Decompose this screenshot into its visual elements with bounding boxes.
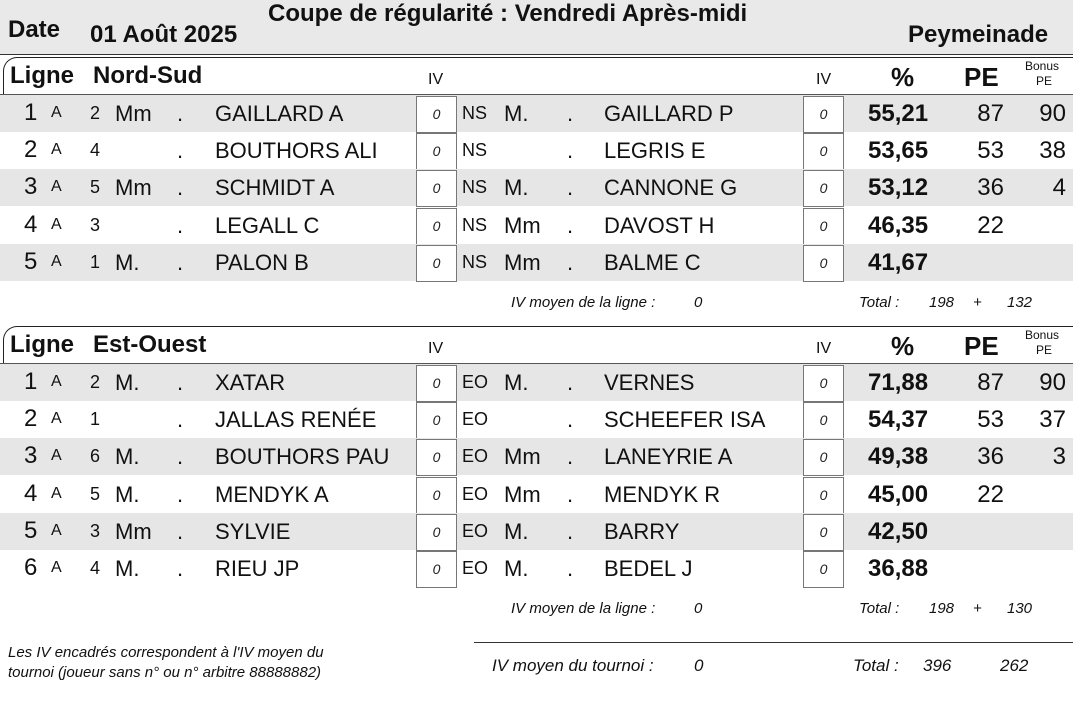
percentage: 55,21 <box>868 100 929 127</box>
date-label: Date <box>8 16 61 43</box>
rank: 1 <box>24 99 38 126</box>
rank: 3 <box>24 173 38 201</box>
percentage: 46,35 <box>868 211 929 239</box>
player1-iv-box: 0 <box>416 245 457 282</box>
iv-moyen-ligne-value: 0 <box>694 600 703 618</box>
bonus-pe: 3 <box>1052 443 1066 471</box>
player1-dot: . <box>177 138 184 164</box>
player2-dot: . <box>567 370 574 395</box>
rank: 5 <box>24 516 38 544</box>
player1-name: RIEU JP <box>215 556 300 581</box>
player1-dot: . <box>177 407 184 433</box>
direction-code: EO <box>462 558 489 578</box>
pe-column-header: PE <box>964 331 999 361</box>
direction-code: EO <box>462 483 489 504</box>
percentage: 36,88 <box>868 555 929 582</box>
pair-number: 3 <box>90 520 101 541</box>
player2-name: DAVOST H <box>604 212 715 238</box>
percentage: 42,50 <box>868 517 929 545</box>
bonus-column-header: Bonus <box>1025 328 1060 342</box>
iv-column-header: IV <box>428 71 444 88</box>
section-name: Est-Ouest <box>93 331 207 358</box>
player1-civility: M. <box>115 481 140 507</box>
line-total-label: Total : <box>859 600 900 618</box>
player2-iv-box: 0 <box>803 96 844 133</box>
bonus-pe: 37 <box>1039 406 1066 434</box>
footer-total-bonus: 262 <box>1000 656 1029 675</box>
player1-iv-box: 0 <box>416 96 457 133</box>
player2-dot: . <box>567 212 574 238</box>
player1-dot: . <box>177 370 184 395</box>
player1-name: PALON B <box>215 249 309 275</box>
player2-iv-box: 0 <box>803 402 844 439</box>
percentage: 49,38 <box>868 443 929 471</box>
pair-number: 1 <box>90 409 101 430</box>
player2-iv-box: 0 <box>803 514 844 551</box>
percentage: 45,00 <box>868 480 929 508</box>
player2-iv-box: 0 <box>803 477 844 514</box>
pe-points: 36 <box>977 174 1004 202</box>
bonus-pe: 38 <box>1039 137 1066 165</box>
iv-tournoi-value: 0 <box>694 656 704 675</box>
player2-name: SCHEEFER ISA <box>604 407 766 433</box>
player1-dot: . <box>177 249 184 275</box>
player1-civility: M. <box>115 444 140 470</box>
footer-divider <box>474 642 1073 643</box>
player2-name: BEDEL J <box>604 556 693 581</box>
line-total-plus: + <box>973 600 982 618</box>
player1-name: JALLAS RENÉE <box>215 407 377 433</box>
rank: 5 <box>24 247 38 275</box>
group-letter: A <box>51 410 62 428</box>
player1-name: SYLVIE <box>215 518 291 544</box>
player1-iv-box: 0 <box>416 208 457 245</box>
player1-iv-box: 0 <box>416 551 457 588</box>
player2-name: LANEYRIE A <box>604 444 733 470</box>
player2-civility: M. <box>504 175 529 201</box>
player2-name: MENDYK R <box>604 481 721 507</box>
rank: 2 <box>24 405 38 433</box>
player1-dot: . <box>177 101 184 126</box>
pe-points: 36 <box>977 443 1004 471</box>
group-letter: A <box>51 141 62 159</box>
player1-dot: . <box>177 556 184 581</box>
player2-civility: Mm <box>504 212 541 238</box>
rank: 2 <box>24 136 38 164</box>
player1-civility: Mm <box>115 101 152 126</box>
bonus-pe: 90 <box>1039 100 1066 127</box>
group-letter: A <box>51 178 62 196</box>
direction-code: NS <box>462 214 488 235</box>
page-title: Coupe de régularité : Vendredi Après-midi <box>268 0 748 27</box>
pair-number: 4 <box>90 140 101 161</box>
direction-code: EO <box>462 446 489 467</box>
player1-civility: Mm <box>115 518 152 544</box>
player1-dot: . <box>177 518 184 544</box>
rank: 4 <box>24 479 38 507</box>
section-name: Nord-Sud <box>93 62 203 89</box>
player2-civility: Mm <box>504 444 541 470</box>
player1-civility: Mm <box>115 175 152 201</box>
pe-points: 87 <box>977 100 1004 127</box>
direction-code: NS <box>462 251 488 272</box>
player1-iv-box: 0 <box>416 170 457 207</box>
player2-name: BARRY <box>604 518 680 544</box>
player2-dot: . <box>567 518 574 544</box>
player2-civility: M. <box>504 370 529 395</box>
player1-civility: M. <box>115 249 140 275</box>
group-letter: A <box>51 215 62 233</box>
player1-civility: M. <box>115 370 140 395</box>
player2-name: BALME C <box>604 249 701 275</box>
direction-code: EO <box>462 409 489 430</box>
player1-dot: . <box>177 212 184 238</box>
direction-code: NS <box>462 140 488 161</box>
bonus-column-header: Bonus <box>1025 59 1060 73</box>
pair-number: 2 <box>90 372 101 392</box>
player1-name: BOUTHORS ALI <box>215 138 378 164</box>
player1-iv-box: 0 <box>416 477 457 514</box>
player1-name: XATAR <box>215 370 286 395</box>
line-total-bonus: 132 <box>1007 294 1033 311</box>
rank: 6 <box>24 554 38 581</box>
pct-column-header: % <box>891 331 915 361</box>
footer-note-line2: tournoi (joueur sans n° ou n° arbitre 88888882) <box>8 664 322 681</box>
rank: 1 <box>24 368 38 395</box>
player2-dot: . <box>567 101 574 126</box>
bonus-column-header: PE <box>1036 74 1053 88</box>
player2-dot: . <box>567 175 574 201</box>
bonus-pe: 4 <box>1052 174 1066 202</box>
group-letter: A <box>51 252 62 270</box>
player1-dot: . <box>177 175 184 201</box>
line-total-pe: 198 <box>929 294 955 311</box>
player2-dot: . <box>567 249 574 275</box>
percentage: 53,65 <box>868 137 929 165</box>
player2-name: LEGRIS E <box>604 138 706 164</box>
player2-civility: M. <box>504 518 529 544</box>
group-letter: A <box>51 373 62 390</box>
club-name: Peymeinade <box>908 21 1049 48</box>
iv-moyen-ligne-label: IV moyen de la ligne : <box>511 294 656 311</box>
footer-total-label: Total : <box>853 656 899 675</box>
player2-dot: . <box>567 138 574 164</box>
pair-number: 6 <box>90 446 101 467</box>
player1-civility: M. <box>115 556 140 581</box>
line-total-plus: + <box>973 294 982 311</box>
group-letter: A <box>51 559 62 576</box>
bonus-pe: 90 <box>1039 369 1066 396</box>
player1-name: MENDYK A <box>215 481 329 507</box>
rank: 4 <box>24 210 38 238</box>
pair-number: 2 <box>90 103 101 123</box>
percentage: 54,37 <box>868 406 929 434</box>
player2-dot: . <box>567 481 574 507</box>
pe-points: 87 <box>977 369 1004 396</box>
pe-points: 22 <box>977 480 1004 508</box>
player1-name: BOUTHORS PAU <box>215 444 390 470</box>
player1-iv-box: 0 <box>416 365 457 402</box>
line-total-bonus: 130 <box>1007 600 1033 618</box>
percentage: 71,88 <box>868 369 929 396</box>
header-divider <box>0 54 1073 55</box>
player2-civility: M. <box>504 556 529 581</box>
player2-dot: . <box>567 407 574 433</box>
player2-name: GAILLARD P <box>604 101 734 126</box>
pe-points: 22 <box>977 211 1004 239</box>
player1-iv-box: 0 <box>416 402 457 439</box>
player2-iv-box: 0 <box>803 365 844 402</box>
player1-iv-box: 0 <box>416 514 457 551</box>
player1-iv-box: 0 <box>416 133 457 170</box>
pe-points: 53 <box>977 137 1004 165</box>
group-letter: A <box>51 447 62 465</box>
player1-dot: . <box>177 444 184 470</box>
player2-civility: Mm <box>504 481 541 507</box>
player2-civility: M. <box>504 101 529 126</box>
direction-code: NS <box>462 177 488 198</box>
percentage: 53,12 <box>868 174 929 202</box>
group-letter: A <box>51 104 62 121</box>
player2-iv-box: 0 <box>803 551 844 588</box>
line-total-pe: 198 <box>929 600 955 618</box>
section-label: Ligne <box>10 331 74 358</box>
pair-number: 4 <box>90 558 101 578</box>
pair-number: 5 <box>90 483 101 504</box>
player1-iv-box: 0 <box>416 439 457 476</box>
percentage: 41,67 <box>868 248 929 276</box>
pct-column-header: % <box>891 62 915 92</box>
player2-civility: Mm <box>504 249 541 275</box>
iv-moyen-ligne-label: IV moyen de la ligne : <box>511 600 656 618</box>
iv-column-header: IV <box>428 340 444 357</box>
group-letter: A <box>51 484 62 502</box>
pair-number: 3 <box>90 214 101 235</box>
footer-total-pe: 396 <box>923 656 952 675</box>
pe-column-header: PE <box>964 62 999 92</box>
direction-code: NS <box>462 103 488 123</box>
direction-code: EO <box>462 372 489 392</box>
player2-name: CANNONE G <box>604 175 738 201</box>
player2-iv-box: 0 <box>803 133 844 170</box>
direction-code: EO <box>462 520 489 541</box>
rank: 3 <box>24 442 38 470</box>
bonus-column-header: PE <box>1036 343 1053 357</box>
player2-dot: . <box>567 444 574 470</box>
pe-points: 53 <box>977 406 1004 434</box>
player1-dot: . <box>177 481 184 507</box>
pair-number: 5 <box>90 177 101 198</box>
player1-name: GAILLARD A <box>215 101 344 126</box>
group-letter: A <box>51 521 62 539</box>
iv-column-header: IV <box>816 71 832 88</box>
player2-iv-box: 0 <box>803 170 844 207</box>
section-label: Ligne <box>10 62 74 89</box>
iv-moyen-ligne-value: 0 <box>694 294 703 311</box>
iv-column-header: IV <box>816 340 832 357</box>
iv-tournoi-label: IV moyen du tournoi : <box>492 656 654 675</box>
pair-number: 1 <box>90 251 101 272</box>
player2-iv-box: 0 <box>803 208 844 245</box>
footer-note-line1: Les IV encadrés correspondent à l'IV moyen du <box>8 644 324 661</box>
player2-iv-box: 0 <box>803 439 844 476</box>
player1-name: SCHMIDT A <box>215 175 335 201</box>
line-total-label: Total : <box>859 294 900 311</box>
date-value: 01 Août 2025 <box>90 21 238 48</box>
player2-dot: . <box>567 556 574 581</box>
player2-iv-box: 0 <box>803 245 844 282</box>
player2-name: VERNES <box>604 370 695 395</box>
player1-name: LEGALL C <box>215 212 320 238</box>
